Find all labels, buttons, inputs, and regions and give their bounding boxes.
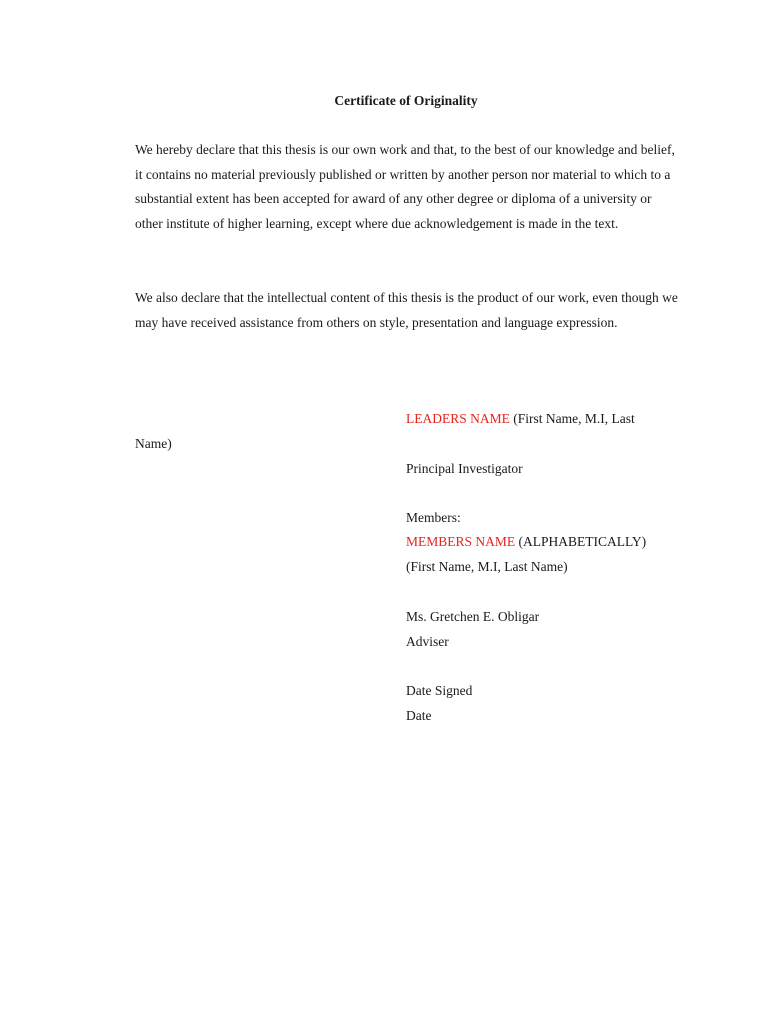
adviser-role: Adviser	[406, 634, 449, 649]
leader-name-line	[406, 409, 635, 429]
members-order: (ALPHABETICALLY)	[515, 534, 647, 549]
page-title: Certificate of Originality	[334, 93, 478, 108]
leader-name-placeholder: LEADERS NAME	[406, 411, 510, 426]
members-name-line	[406, 532, 646, 552]
declaration-paragraph-2: We also declare that the intellectual content of this thesis is the product of our work, even though we may have received assistance from others on style, presentation and language expression.	[135, 290, 678, 330]
members-label: Members:	[406, 510, 461, 525]
leader-name-format-wrap: Name)	[135, 436, 172, 451]
date-value: Date	[406, 708, 432, 723]
declaration-paragraph-1: We hereby declare that this thesis is our own work and that, to the best of our knowledge and belief, it contains no material previously published or written by another person nor material to which to a substantial extent has been accepted for award of any other degree or diploma of a university or other institute of higher learning, except where due acknowledgement is made in the text.	[135, 142, 675, 232]
date-signed-label: Date Signed	[406, 683, 473, 698]
leader-role: Principal Investigator	[406, 461, 523, 476]
members-name-format: (First Name, M.I, Last Name)	[406, 559, 568, 574]
adviser-name: Ms. Gretchen E. Obligar	[406, 609, 540, 624]
members-name-placeholder: MEMBERS NAME	[406, 534, 516, 549]
leader-name-format: (First Name, M.I, Last	[509, 411, 635, 426]
